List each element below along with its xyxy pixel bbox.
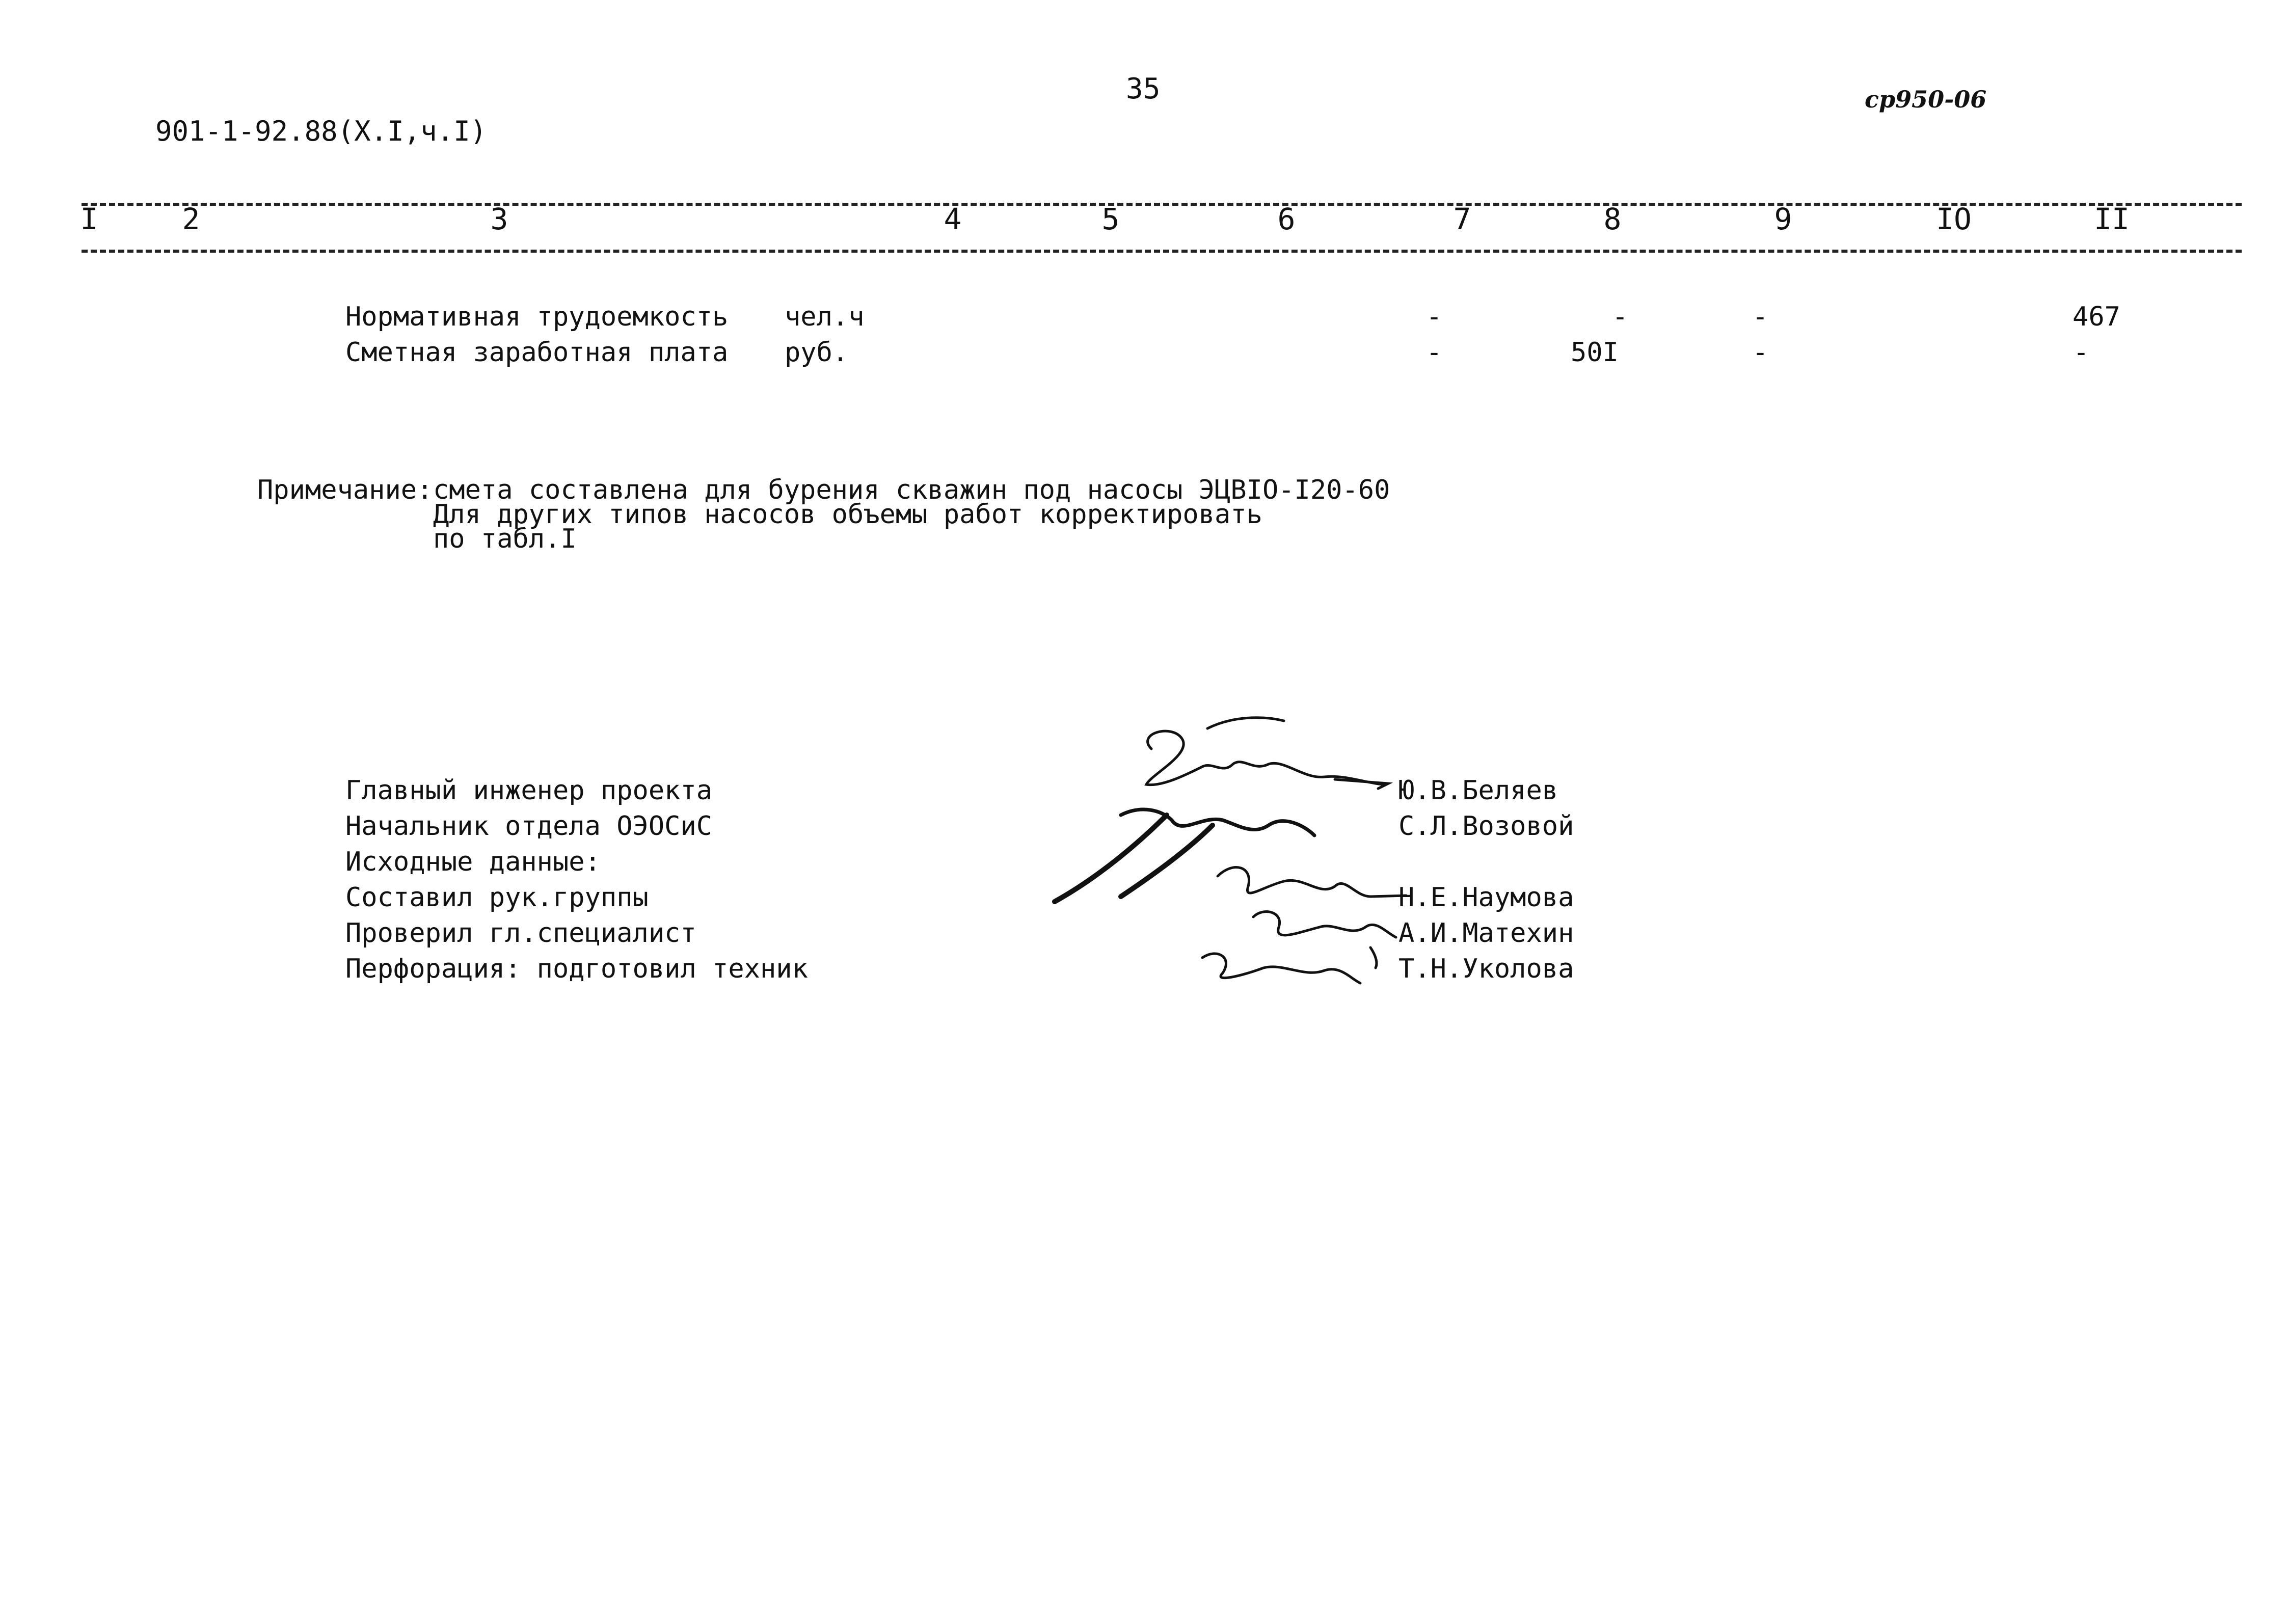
note-label: Примечание: [257, 475, 433, 505]
signature-5-stroke [1202, 954, 1360, 983]
column-number-9: 9 [1774, 202, 1792, 236]
doc-code: 901-1-92.88(Х.I,ч.I) [155, 115, 487, 147]
signature-name: А.И.Матехин [1398, 918, 1574, 949]
signature-role: Проверил гл.специалист [345, 918, 696, 949]
column-number-5: 5 [1101, 202, 1120, 236]
column-number-3: 3 [490, 202, 508, 236]
row-col8: 50I [1571, 337, 1619, 368]
row-col7: - [1426, 302, 1442, 332]
column-number-10: IO [1936, 202, 1972, 236]
column-number-8: 8 [1603, 202, 1622, 236]
signature-role: Составил рук.группы [345, 882, 649, 913]
signature-2-stroke [1055, 815, 1167, 902]
row-unit: руб. [785, 337, 849, 368]
signature-1-stroke [1146, 731, 1386, 784]
row-unit: чел.ч [785, 302, 865, 332]
signature-role: Перфорация: подготовил техник [345, 954, 808, 984]
signature-4-stroke [1253, 912, 1396, 937]
signature-1-stroke [1335, 779, 1388, 789]
row-name: Сметная заработная плата [345, 337, 729, 368]
row-col8: - [1612, 302, 1628, 332]
signature-role: Начальник отдела ОЭОСиС [345, 811, 713, 842]
row-col11: 467 [2073, 302, 2120, 332]
signature-3-stroke [1370, 896, 1406, 897]
row-col9: - [1752, 302, 1768, 332]
signature-name: Т.Н.Уколова [1398, 954, 1574, 984]
row-col11: - [2073, 337, 2089, 368]
column-number-2: 2 [182, 202, 200, 236]
column-number-4: 4 [944, 202, 962, 236]
signature-name: Н.Е.Наумова [1398, 882, 1574, 913]
note-line-2: Для других типов насосов объемы работ корректировать [433, 499, 1262, 530]
page-number: 35 [1126, 72, 1161, 105]
signature-role: Исходные данные: [345, 847, 601, 877]
archive-mark: ср950-06 [1865, 86, 1987, 113]
column-number-1: I [80, 202, 98, 236]
signature-name: С.Л.Возовой [1398, 811, 1574, 842]
signature-name: Ю.В.Беляев [1398, 775, 1558, 806]
signature-3-stroke [1218, 868, 1370, 897]
signature-2-stroke [1121, 825, 1213, 897]
row-col9: - [1752, 337, 1768, 368]
signature-role: Главный инженер проекта [345, 775, 713, 806]
column-number-6: 6 [1277, 202, 1296, 236]
signature-1-stroke [1207, 718, 1284, 728]
note-line-3: по табл.I [433, 524, 577, 554]
row-col7: - [1426, 337, 1442, 368]
column-number-11: II [2094, 202, 2130, 236]
note-line-1: смета составлена для бурения скважин под насосы ЭЦВIО-I20-60 [433, 475, 1390, 505]
row-name: Нормативная трудоемкость [345, 302, 729, 332]
signature-5-stroke [1370, 948, 1377, 968]
column-number-7: 7 [1453, 202, 1471, 236]
